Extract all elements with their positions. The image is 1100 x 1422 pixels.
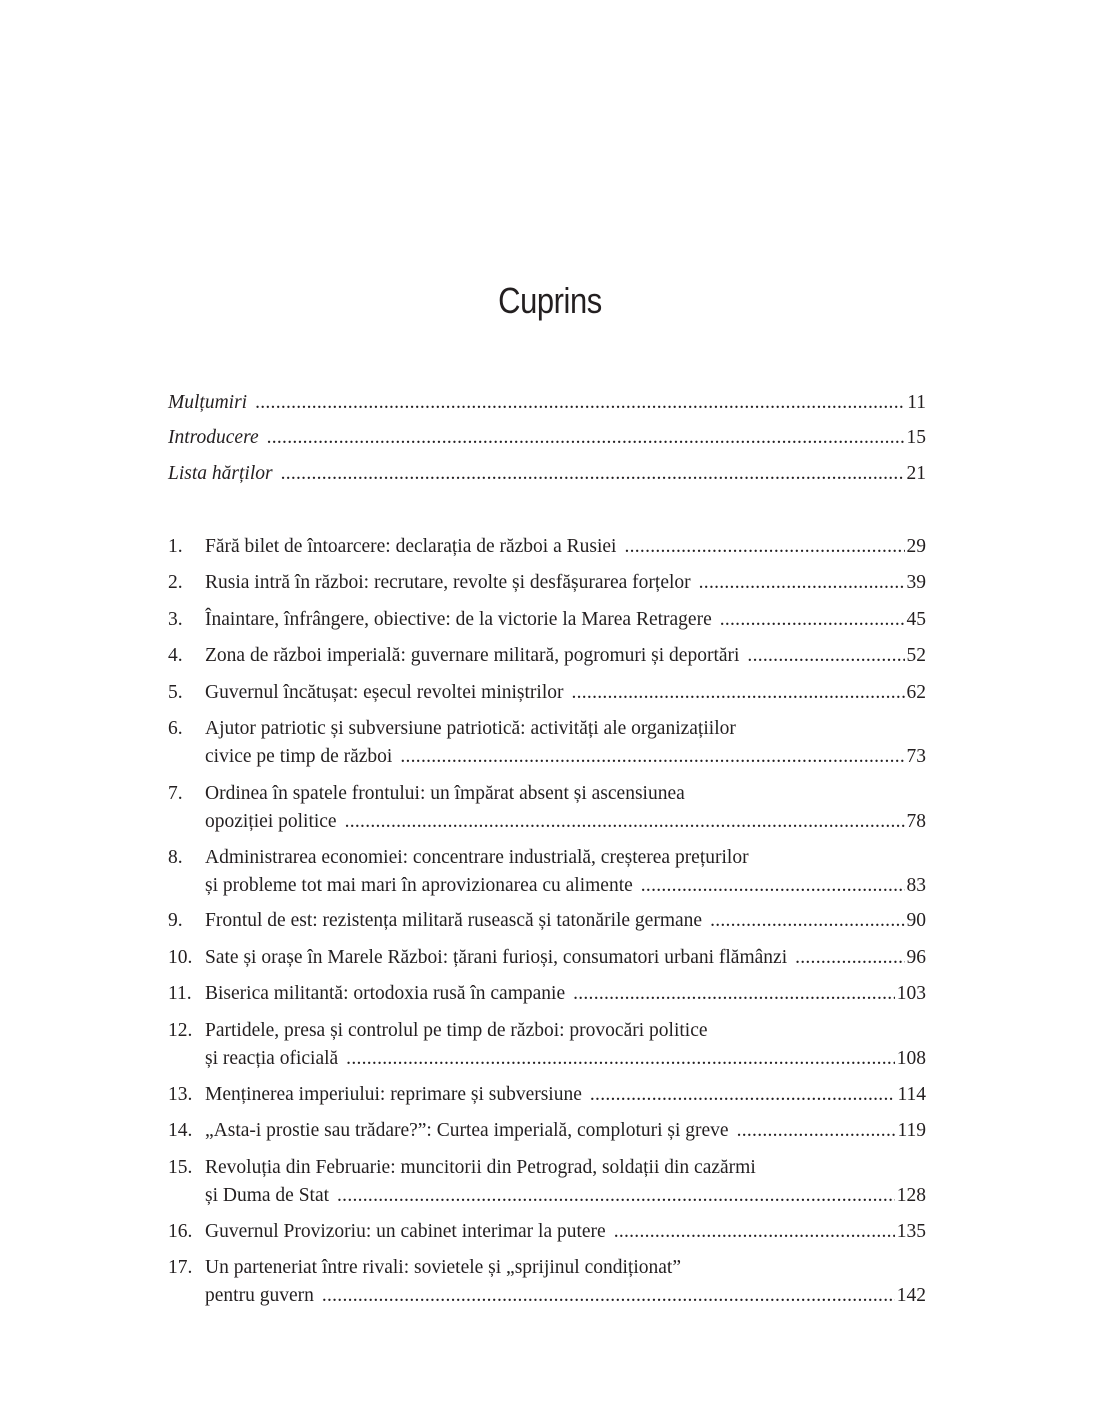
dot-leader [747, 642, 904, 670]
dot-leader [346, 1045, 895, 1073]
chapter-title-continued: și Duma de Stat [205, 1185, 330, 1206]
dot-leader [322, 1282, 895, 1310]
dot-leader [795, 944, 904, 972]
chapter-number: 11. [168, 983, 192, 1004]
dot-leader [337, 1182, 895, 1210]
dot-leader [590, 1081, 896, 1109]
dot-leader [614, 1218, 895, 1246]
chapter-number: 5. [168, 682, 183, 703]
toc-page-number: 52 [906, 645, 926, 666]
dot-leader [400, 743, 904, 771]
toc-chapter-14[interactable] [168, 1117, 926, 1145]
chapter-number: 15. [168, 1157, 193, 1178]
chapter-title: Ajutor patriotic și subversiune patriotică: activități ale organizațiilor [205, 718, 736, 739]
toc-chapter-3[interactable] [168, 606, 926, 634]
chapter-title: Înaintare, înfrângere, obiective: de la victorie la Marea Retragere [205, 609, 712, 630]
dot-leader [573, 980, 895, 1008]
chapter-number: 14. [168, 1120, 193, 1141]
chapter-number: 1. [168, 536, 183, 557]
chapter-number: 4. [168, 645, 183, 666]
toc-entry-acknowledgements[interactable] [168, 389, 926, 417]
chapter-title-continued: opoziției politice [205, 811, 337, 832]
toc-page-number: 11 [907, 392, 926, 413]
chapter-title: Sate și orașe în Marele Război: țărani furioși, consumatori urbani flămânzi [205, 947, 788, 968]
toc-chapter-9[interactable] [168, 907, 926, 935]
toc-entry-map-list[interactable] [168, 460, 926, 488]
dot-leader [624, 533, 904, 561]
toc-chapter-15[interactable] [168, 1154, 926, 1210]
chapter-title: Administrarea economiei: concentrare industrială, creșterea prețurilor [205, 847, 749, 868]
chapter-number: 16. [168, 1221, 193, 1242]
toc-chapter-13[interactable] [168, 1081, 926, 1109]
chapter-title: Fără bilet de întoarcere: declarația de război a Rusiei [205, 536, 617, 557]
toc-page-number: 29 [906, 536, 926, 557]
toc-chapter-10[interactable] [168, 944, 926, 972]
dot-leader [281, 460, 905, 488]
chapter-title: Rusia intră în război: recrutare, revolte și desfășurarea forțelor [205, 572, 691, 593]
toc-page-number: 62 [906, 682, 926, 703]
toc-page-number: 128 [896, 1185, 926, 1206]
dot-leader [345, 808, 905, 836]
toc-entry-title: Lista hărților [168, 463, 273, 484]
dot-leader [720, 606, 905, 634]
toc-chapter-2[interactable] [168, 569, 926, 597]
toc-chapter-17[interactable] [168, 1254, 926, 1310]
chapter-title: „Asta-i prostie sau trădare?”: Curtea imperială, comploturi și greve [205, 1120, 729, 1141]
chapter-title-continued: pentru guvern [205, 1285, 314, 1306]
dot-leader [641, 872, 905, 900]
toc-page-number: 114 [897, 1084, 926, 1105]
chapter-number: 8. [168, 847, 183, 868]
chapter-number: 17. [168, 1257, 193, 1278]
dot-leader [710, 907, 904, 935]
toc-page-number: 119 [897, 1120, 926, 1141]
chapter-title: Zona de război imperială: guvernare militară, pogromuri și deportări [205, 645, 740, 666]
chapter-title: Ordinea în spatele frontului: un împărat absent și ascensiunea [205, 783, 685, 804]
chapter-number: 2. [168, 572, 183, 593]
toc-entry-title: Mulțumiri [168, 392, 248, 413]
chapter-title-continued: civice pe timp de război [205, 746, 393, 767]
dot-leader [571, 679, 904, 707]
toc-page-number: 83 [906, 875, 926, 896]
chapter-title-continued: și probleme tot mai mari în aprovizionarea cu alimente [205, 875, 633, 896]
chapter-title: Guvernul încătușat: eșecul revoltei miniștrilor [205, 682, 564, 703]
toc-chapter-5[interactable] [168, 679, 926, 707]
dot-leader [255, 389, 905, 417]
chapter-number: 3. [168, 609, 183, 630]
chapter-number: 6. [168, 718, 183, 739]
toc-page-number: 108 [896, 1048, 926, 1069]
toc-chapter-1[interactable] [168, 533, 926, 561]
dot-leader [267, 424, 905, 452]
toc-chapter-16[interactable] [168, 1218, 926, 1246]
toc-page-number: 45 [906, 609, 926, 630]
chapter-number: 13. [168, 1084, 193, 1105]
chapter-number: 7. [168, 783, 183, 804]
toc-chapter-7[interactable] [168, 780, 926, 836]
toc-page-number: 78 [906, 811, 926, 832]
toc-page-number: 21 [906, 463, 926, 484]
chapter-title: Menținerea imperiului: reprimare și subversiune [205, 1084, 582, 1105]
chapter-title-continued: și reacția oficială [205, 1048, 339, 1069]
toc-entry-title: Introducere [168, 427, 259, 448]
toc-page-number: 73 [906, 746, 926, 767]
toc-chapter-12[interactable] [168, 1017, 926, 1073]
toc-chapter-8[interactable] [168, 844, 926, 900]
chapter-title: Un parteneriat între rivali: sovietele și „sprijinul condiționat” [205, 1257, 681, 1278]
chapter-number: 10. [168, 947, 193, 968]
toc-page-number: 142 [896, 1285, 926, 1306]
chapter-title: Revoluția din Februarie: muncitorii din Petrograd, soldații din cazărmi [205, 1157, 756, 1178]
toc-page-number: 90 [906, 910, 926, 931]
toc-chapter-11[interactable] [168, 980, 926, 1008]
chapter-title: Biserica militantă: ortodoxia rusă în campanie [205, 983, 566, 1004]
chapter-title: Partidele, presa și controlul pe timp de război: provocări politice [205, 1020, 708, 1041]
toc-chapter-4[interactable] [168, 642, 926, 670]
chapter-title: Frontul de est: rezistența militară rusească și tatonările germane [205, 910, 703, 931]
page-title: Cuprins [498, 280, 602, 321]
dot-leader [737, 1117, 896, 1145]
chapter-title: Guvernul Provizoriu: un cabinet interimar la putere [205, 1221, 606, 1242]
chapter-number: 9. [168, 910, 183, 931]
toc-page-number: 135 [896, 1221, 926, 1242]
toc-page-number: 39 [906, 572, 926, 593]
toc-page-number: 15 [906, 427, 926, 448]
toc-entry-introduction[interactable] [168, 424, 926, 452]
toc-chapter-6[interactable] [168, 715, 926, 771]
dot-leader [699, 569, 905, 597]
toc-page-number: 103 [896, 983, 926, 1004]
chapter-number: 12. [168, 1020, 193, 1041]
toc-page-number: 96 [906, 947, 926, 968]
